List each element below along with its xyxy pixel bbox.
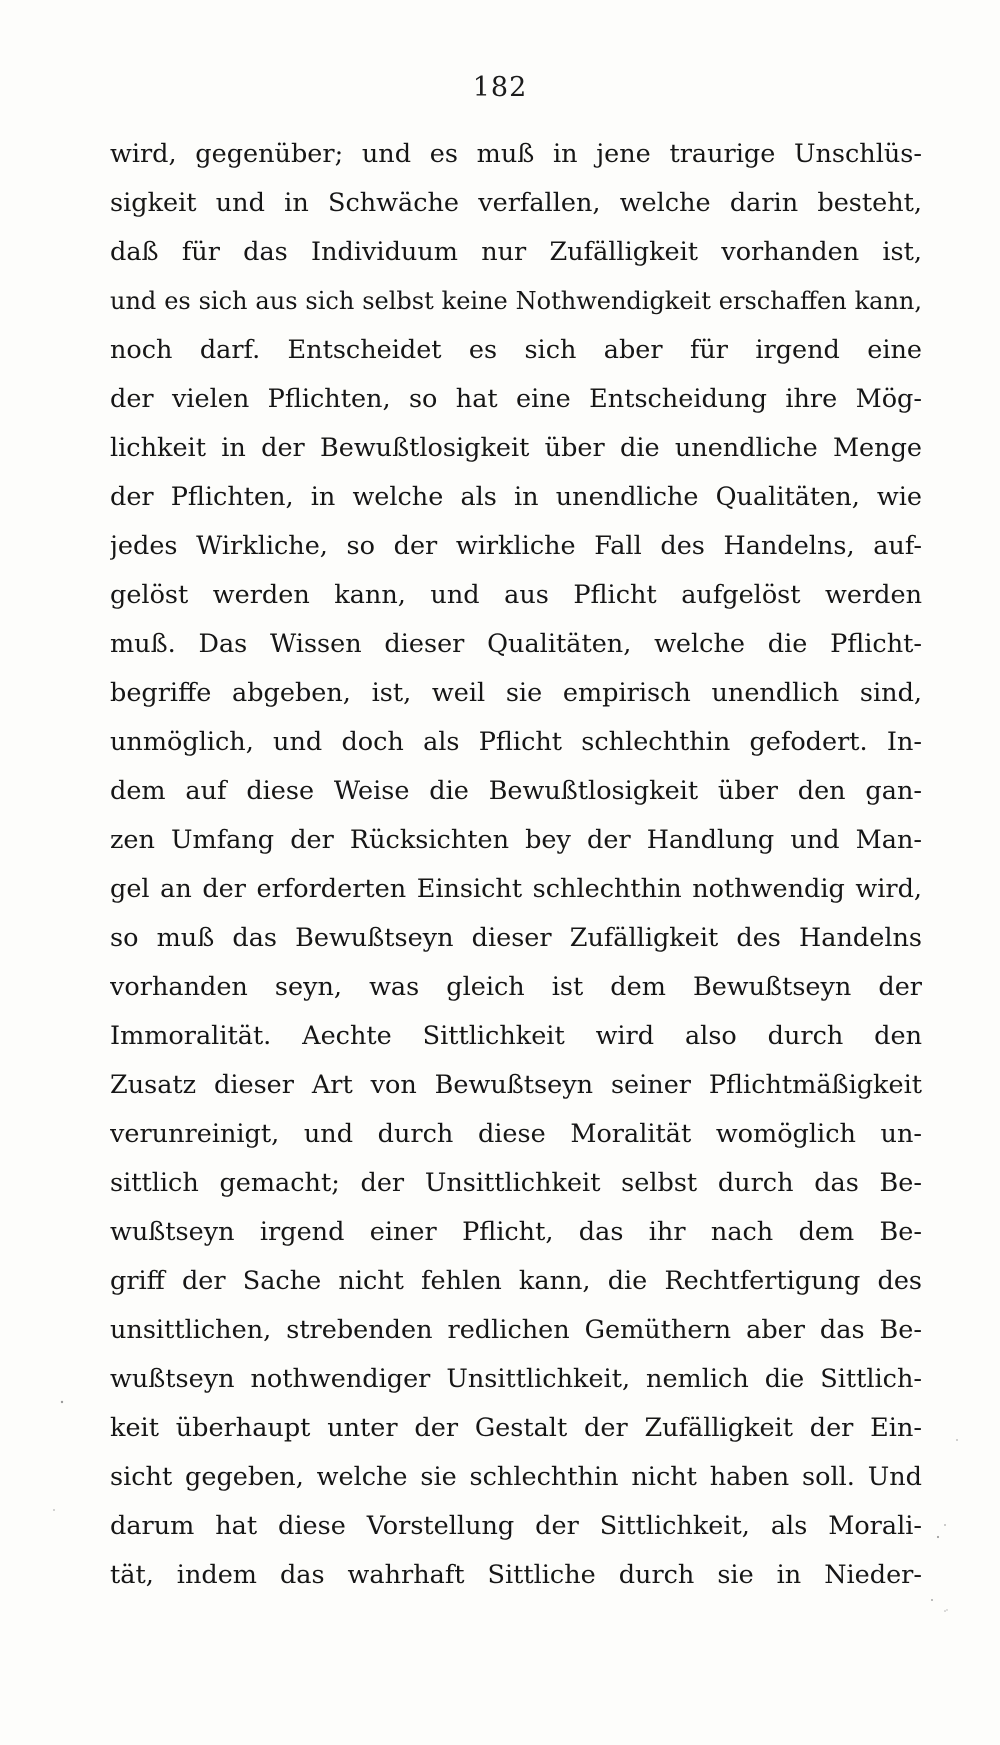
text-line: und es sich aus sich selbst keine Nothwendigkeit erschaffen kann,: [110, 287, 922, 315]
text-line: gelöst werden kann, und aus Pflicht aufgelöst werden: [110, 580, 922, 610]
text-line: keit überhaupt unter der Gestalt der Zufälligkeit der Ein-: [110, 1413, 922, 1443]
page-number: 182: [472, 72, 528, 103]
text-line: sicht gegeben, welche sie schlechthin nicht haben soll. Und: [110, 1462, 922, 1492]
text-line: noch darf. Entscheidet es sich aber für irgend eine: [110, 335, 922, 365]
text-line: begriffe abgeben, ist, weil sie empirisch unendlich sind,: [110, 678, 922, 708]
text-line: unsittlichen, strebenden redlichen Gemüthern aber das Be-: [110, 1315, 922, 1345]
text-line: darum hat diese Vorstellung der Sittlichkeit, als Morali-: [110, 1511, 922, 1541]
text-line: zen Umfang der Rücksichten bey der Handlung und Man-: [110, 825, 922, 855]
text-line: wußtseyn irgend einer Pflicht, das ihr nach dem Be-: [110, 1217, 922, 1247]
body-text: [110, 130, 922, 1600]
text-line: wußtseyn nothwendiger Unsittlichkeit, nemlich die Sittlich-: [110, 1364, 922, 1394]
text-line: lichkeit in der Bewußtlosigkeit über die unendliche Menge: [110, 433, 922, 463]
text-line: sigkeit und in Schwäche verfallen, welche darin besteht,: [110, 188, 922, 218]
text-line: dem auf diese Weise die Bewußtlosigkeit über den gan-: [110, 776, 922, 806]
text-line: unmöglich, und doch als Pflicht schlechthin gefodert. In-: [110, 727, 922, 757]
text-line: Immoralität. Aechte Sittlichkeit wird also durch den: [110, 1021, 922, 1051]
text-line: griff der Sache nicht fehlen kann, die Rechtfertigung des: [110, 1266, 922, 1296]
text-line: vorhanden seyn, was gleich ist dem Bewußtseyn der: [110, 972, 922, 1002]
text-line: so muß das Bewußtseyn dieser Zufälligkeit des Handelns: [110, 923, 922, 953]
text-line: jedes Wirkliche, so der wirkliche Fall des Handelns, auf-: [110, 531, 922, 561]
text-line: tät, indem das wahrhaft Sittliche durch sie in Nieder-: [110, 1560, 922, 1590]
text-line: gel an der erforderten Einsicht schlechthin nothwendig wird,: [110, 874, 922, 904]
text-line: verunreinigt, und durch diese Moralität womöglich un-: [110, 1119, 922, 1149]
text-line: wird, gegenüber; und es muß in jene traurige Unschlüs-: [110, 139, 922, 169]
text-line: der Pflichten, in welche als in unendliche Qualitäten, wie: [110, 482, 922, 512]
text-line: muß. Das Wissen dieser Qualitäten, welche die Pflicht-: [110, 629, 922, 659]
text-line: sittlich gemacht; der Unsittlichkeit selbst durch das Be-: [110, 1168, 922, 1198]
text-line: der vielen Pflichten, so hat eine Entscheidung ihre Mög-: [110, 384, 922, 414]
text-line: Zusatz dieser Art von Bewußtseyn seiner Pflichtmäßigkeit: [110, 1070, 922, 1100]
text-line: daß für das Individuum nur Zufälligkeit vorhanden ist,: [110, 237, 922, 267]
